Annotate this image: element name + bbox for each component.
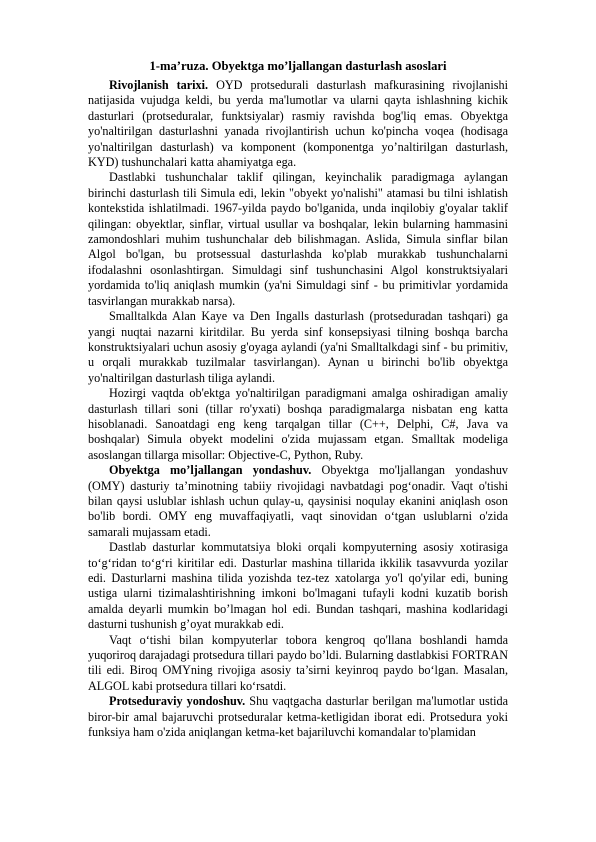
paragraph-languages: [88, 386, 508, 463]
paragraph-text: OYD protsedurali dasturlash mafkurasining rivojlanishi natijasida vujudga keldi, bu yerda ma'lumotlar va ularni qayta ishlashning kichik dasturlari (protseduralar, funktsiyalar) rasmiy ravishda bog'liq emas. Obyektga yo'naltirilgan dasturlashni yanada rivojlantirish uchun ko'pincha voqea (hodisaga yo'naltirilgan dasturlash) va komponent (komponentga yo’naltirilgan dasturlash, KYD) tushunchalari katta ahamiyatga ega.: [88, 78, 509, 170]
paragraph-text: Vaqt o‘tishi bilan kompyuterlar tobora kengroq qo'llana boshlandi hamda yuqoriroq darajadagi protsedura tillari paydo bo’ldi. Bularning dastlabkisi FORTRAN tili edi. Biroq OMYning rivojiga asosiy ta’sirni keyinroq paydo bo‘lgan. Masalan, ALGOL kabi protsedura tillari ko‘rsatdi.: [88, 632, 508, 693]
paragraph-text: Smalltalkda Alan Kaye va Den Ingalls dasturlash (protseduradan tashqari) ga yangi nuqtai nazarni kiritdilar. Bu yerda sinf konsepsiyasi tilning boshqa barcha konstruktsiyalari uchun asosiy g'oyaga aylandi (ya'ni Smalltalkdagi sinf - bu primitiv, u orqali murakkab tuzilmalar tasvirlangan). Aynan u birinchi bo'lib obyektga yo'naltirilgan dasturlash tiliga aylandi.: [88, 309, 508, 385]
paragraph-lead: Protseduraviy yondoshuv.: [109, 694, 246, 709]
paragraph-procedural: [88, 694, 508, 740]
paragraph-smalltalk: [88, 309, 508, 386]
paragraph-machine-code: [88, 540, 508, 632]
paragraph-text: Dastlab dasturlar kommutatsiya bloki orqali kompyuterning asosiy xotirasiga to‘g‘ridan to‘g‘ri kiritilar edi. Dasturlar mashina tillarida ikkilik tasavvurda yozilar edi. Dasturlarni mashina tilida yozishda tez-tez xatolarga yo'l qo'yilar edi, buning ustiga ularni tizimalashtirishning imkoni bo'lmagani tufayli kodni kuzatib borish amalda deyarli mumkin bo’lmagan hol edi. Bundan tashqari, mashina kodlaridagi dasturni tushunish g’oyat murakkab edi.: [88, 540, 508, 632]
paragraph-fortran: [88, 633, 508, 695]
paragraph-history: [88, 78, 508, 170]
paragraph-text: Shu vaqtgacha dasturlar berilgan ma'lumotlar ustida biror-bir amal bajaruvchi protseduralar ketma-ketligidan iborat edi. Protsedura yoki funksiya ham o'zida aniqlangan ketma-ket bajariluvchi komandalar to'plamidan: [88, 694, 508, 740]
paragraph-lead: Rivojlanish tarixi.: [109, 78, 209, 92]
paragraph-text: Obyektga mo'ljallangan yondashuv (OMY) dasturiy ta’minotning tabiiy rivojidagi navbatdagi pog‘onadir. Vaqt o'tishi bilan qaysi uslublar ishlash uchun qulay-u, qaysinisi noqulay ekanini aniqlash oson bo'lib bordi. OMY eng muvaffaqiyatli, vaqt sinovidan o‘tgan uslublarni o'zida samarali mujassam etadi.: [88, 463, 509, 539]
paragraph-simula: [88, 170, 508, 309]
paragraph-lead: Obyektga mo’ljallangan yondashuv.: [109, 463, 312, 478]
paragraph-text: Hozirgi vaqtda ob'ektga yo'naltirilgan paradigmani amalga oshiradigan amaliy dasturlash tillari soni (tillar ro'yxati) boshqa paradigmalarga nisbatan eng katta hisoblanadi. Sanoatdagi eng keng tarqalgan tillar (C++, Delphi, C#, Java va boshqalar) Simula obyekt modelini o'zida mujassam etgan. Smalltak modeliga asoslangan tillarga misollar: Objective-C, Python, Ruby.: [88, 386, 508, 462]
page-title: 1-ma’ruza. Obyektga mo’ljallangan dasturlash asoslari: [149, 59, 447, 73]
paragraph-text: Dastlabki tushunchalar taklif qilingan, keyinchalik paradigmaga aylangan birinchi dasturlash tili Simula edi, lekin "obyekt yo'nalishi" atamasi bu tilni ishlatish kontekstida ishlatilmadi. 1967-yilda paydo bo'lganida, unda inqilobiy g'oyalar taklif qilingan: obyektlar, sinflar, virtual usullar va boshqalar, lekin bularning hammasini zamondoshlari muhim tushunchalar deb bilishmagan. Aslida, Simula sinflar bilan Algol bo'lgan, bu protsessual dasturlashda ko'plab murakkab tushunchalarni ifodalashni osonlashtirgan. Simuldagi sinf tushunchasini Algol konstruktsiyalari yordamida to'liq aniqlash mumkin (ya'ni Simuldagi sinf - bu primitivlar yordamida tasvirlangan murakkab narsa).: [88, 170, 508, 308]
document-body: [88, 78, 508, 740]
paragraph-oop-approach: [88, 463, 508, 540]
